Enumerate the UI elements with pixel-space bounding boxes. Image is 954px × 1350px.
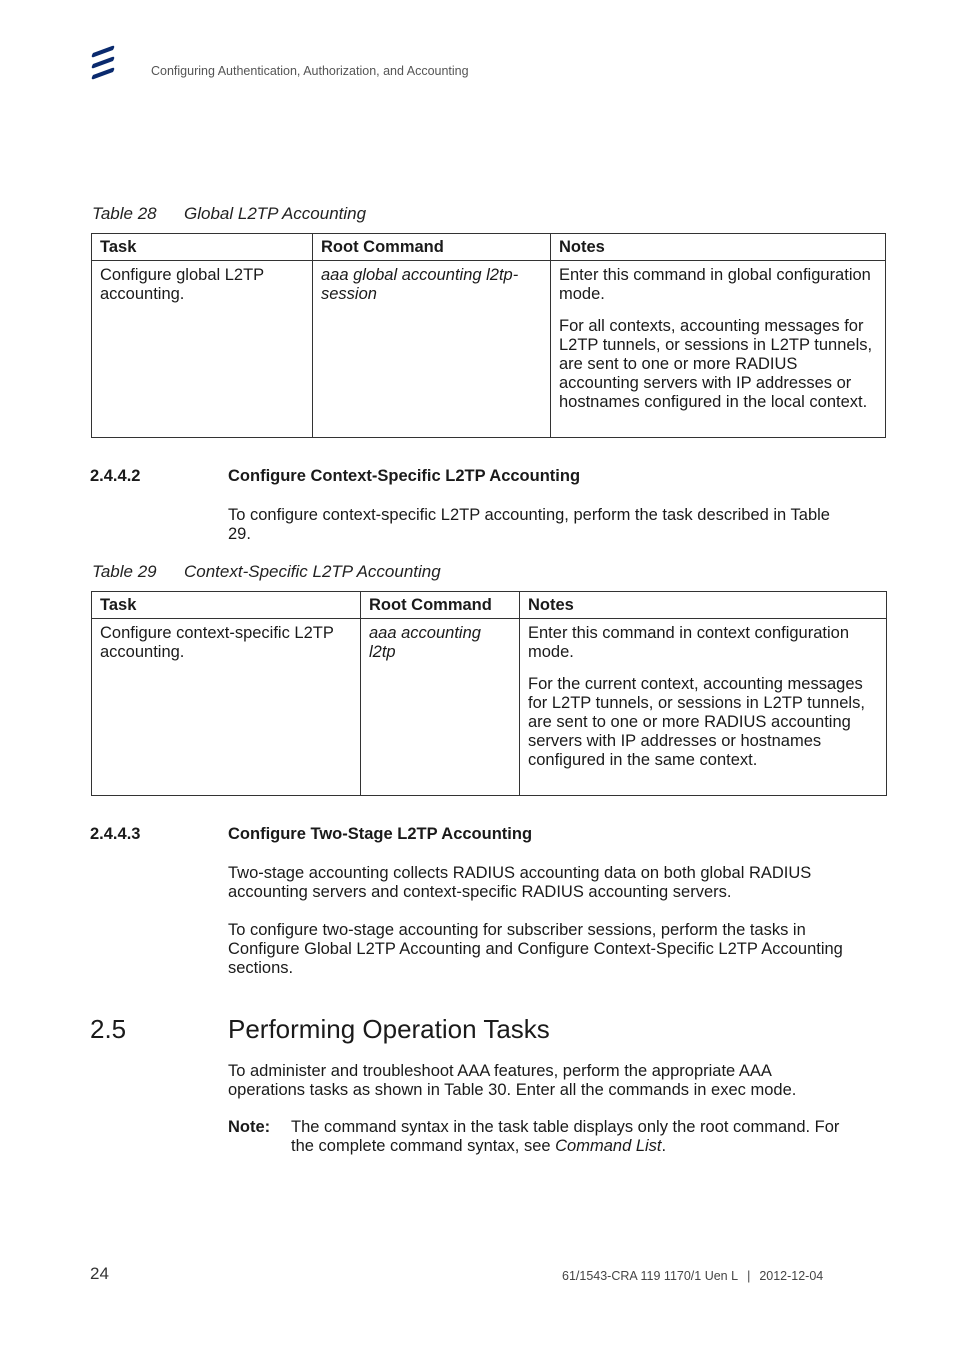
note-text-after: . <box>661 1137 667 1155</box>
ericsson-logo-icon <box>90 44 116 80</box>
command-list-reference: Command List <box>555 1137 662 1155</box>
col-header-task: Task <box>92 234 313 261</box>
section-number: 2.4.4.3 <box>90 825 141 843</box>
caption-number: Table 29 <box>92 562 157 581</box>
col-header-root-command: Root Command <box>361 592 520 619</box>
caption-title: Context-Specific L2TP Accounting <box>184 562 441 581</box>
note-text <box>291 1118 861 1156</box>
caption-number: Table 28 <box>92 204 157 223</box>
table-row <box>92 261 886 438</box>
document-id <box>562 1269 823 1283</box>
table-29 <box>91 591 887 796</box>
task-cell: Configure context-specific L2TP accounting. <box>92 619 361 796</box>
section-number: 2.4.4.2 <box>90 467 141 485</box>
table-header-row <box>92 592 887 619</box>
body-paragraph: To configure context-specific L2TP accounting, perform the task described in Table 29. <box>228 506 830 543</box>
col-header-notes: Notes <box>551 234 886 261</box>
section-title: Configure Two-Stage L2TP Accounting <box>228 825 533 843</box>
table-header-row <box>92 234 886 261</box>
body-paragraph: To configure two-stage accounting for subscriber sessions, perform the tasks in Configure Global L2TP Accounting and Configure Context-Specific L2TP Accounting sections. <box>228 921 843 977</box>
col-header-task: Task <box>92 592 361 619</box>
col-header-root-command: Root Command <box>313 234 551 261</box>
notes-cell <box>520 619 887 796</box>
table-caption <box>92 562 441 582</box>
table-row <box>92 619 887 796</box>
chapter-section-number: 2.5 <box>90 1014 127 1044</box>
doc-number: 61/1543-CRA 119 1170/1 Uen L <box>562 1269 739 1283</box>
note-paragraph: Enter this command in context configuration mode. <box>528 624 850 661</box>
body-paragraph: Two-stage accounting collects RADIUS accounting data on both global RADIUS accounting servers and context-specific RADIUS accounting servers. <box>228 864 812 901</box>
note-paragraph: For the current context, accounting messages for L2TP tunnels, or sessions in L2TP tunnels, are sent to one or more RADIUS accounting servers with IP addresses or hostnames configured in the same context. <box>528 675 865 769</box>
section-title: Configure Context-Specific L2TP Accounting <box>228 467 581 485</box>
notes-cell <box>551 261 886 438</box>
caption-title: Global L2TP Accounting <box>184 204 367 223</box>
note-label: Note: <box>228 1118 271 1136</box>
running-header: Configuring Authentication, Authorization, and Accounting <box>151 64 469 78</box>
body-paragraph: To administer and troubleshoot AAA features, perform the appropriate AAA operations tasks as shown in Table 30. Enter all the commands in exec mode. <box>228 1062 797 1099</box>
root-command-cell: aaa global accounting l2tp-session <box>313 261 551 438</box>
table-caption <box>92 204 366 224</box>
note-paragraph: Enter this command in global configuration mode. <box>559 266 871 303</box>
root-command-cell: aaa accounting l2tp <box>361 619 520 796</box>
footer-separator: | <box>747 1269 751 1283</box>
table-28 <box>91 233 886 438</box>
note-paragraph: For all contexts, accounting messages for L2TP tunnels, or sessions in L2TP tunnels, are sent to one or more RADIUS accounting servers with IP addresses or hostnames configured in the local context. <box>559 317 873 411</box>
chapter-section-title: Performing Operation Tasks <box>228 1014 550 1044</box>
task-cell: Configure global L2TP accounting. <box>92 261 313 438</box>
doc-date: 2012-12-04 <box>759 1269 824 1283</box>
col-header-notes: Notes <box>520 592 887 619</box>
note-text-before: The command syntax in the task table displays only the root command. For the complete command syntax, see <box>291 1118 840 1155</box>
page-number: 24 <box>90 1264 109 1283</box>
